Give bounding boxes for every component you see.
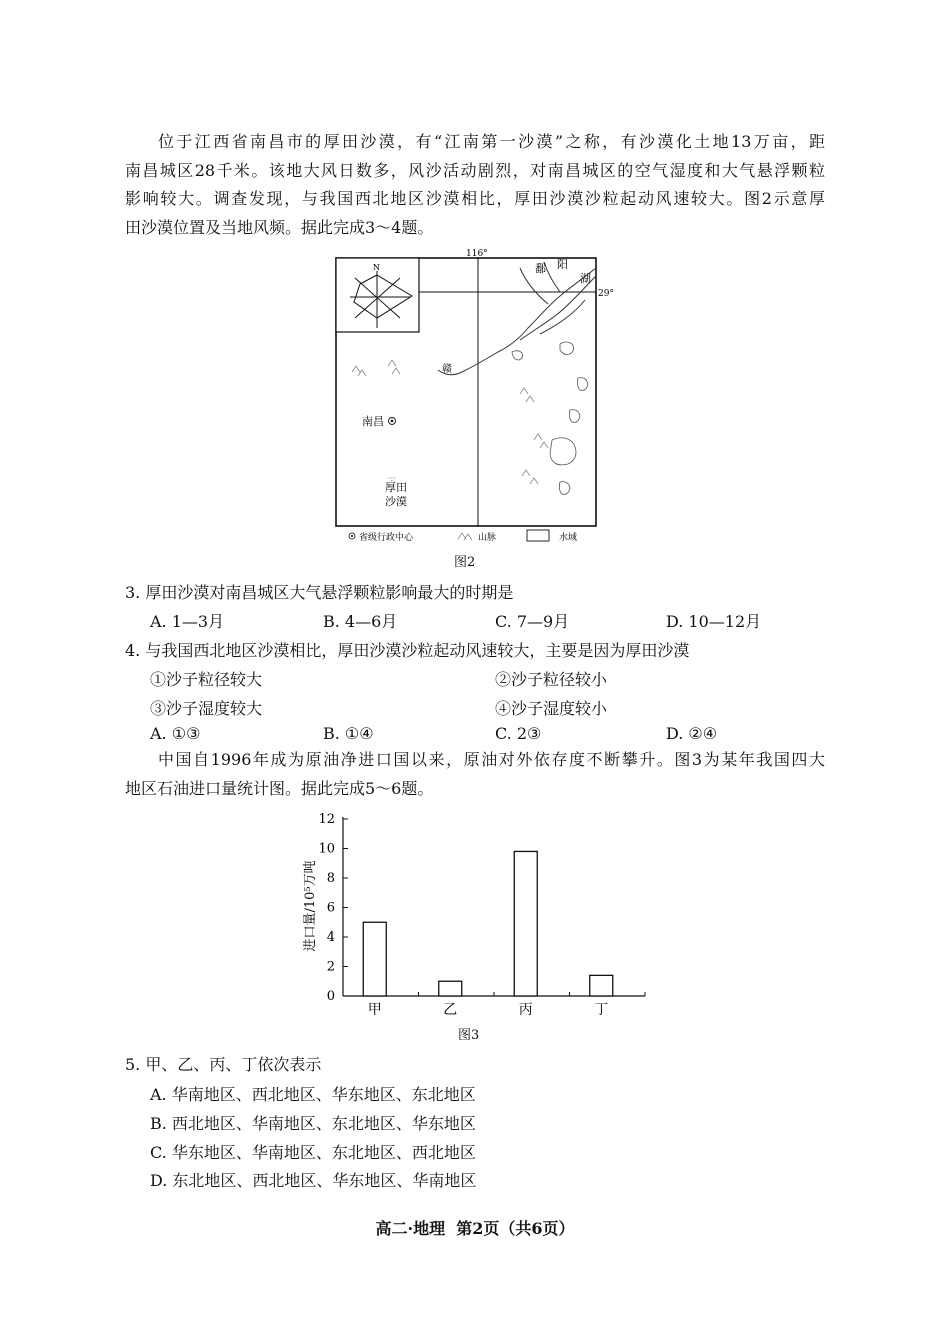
legend-water-label: 水域 [559,533,578,543]
q4-item-3: ③沙子湿度较大 [150,699,263,718]
chart-y-axis-label: 进口量/10⁵万吨 [303,860,318,952]
legend-water-icon [527,530,549,541]
y-tick-label: 2 [326,959,335,975]
q4-option-a: A. ①③ [150,724,201,743]
legend-capital-label: 省级行政中心 [359,533,414,543]
y-tick-label: 0 [326,989,335,1004]
q5-option-c: C. 华东地区、华南地区、东北地区、西北地区 [150,1143,476,1162]
q4-item-1: ①沙子粒径较大 [150,670,263,689]
q4-option-b: B. ①④ [323,724,374,743]
y-tick-label: 4 [326,930,335,945]
x-tick-label: 乙 [443,1002,458,1018]
desert-marker-icon: ·:· [388,474,396,483]
bar-1 [363,922,386,996]
intro2-line-1: 中国自1996年成为原油净进口国以来，原油对外依存度不断攀升。图3为某年我国四大 [158,750,825,769]
longitude-label: 116° [466,249,488,259]
desert-location-map [300,244,630,548]
lake-label-1: 鄱 [535,262,546,275]
q3-option-a: A. 1—3月 [150,612,225,631]
legend-mountain-icon [458,533,472,540]
intro-paragraph-1 [125,128,825,242]
intro1-line-1: 位于江西省南昌市的厚田沙漠，有“江南第一沙漠”之称，有沙漠化土地13万亩，距 [158,132,825,151]
intro-paragraph-2 [125,746,825,803]
y-tick-label: 12 [318,812,335,827]
y-tick-label: 8 [326,871,335,886]
figure-2-caption: 图2 [454,555,476,570]
chart-axes [343,817,645,996]
river-label: 赣 [442,364,452,375]
figure-3-caption: 图3 [458,1028,480,1043]
intro2-line-2: 地区石油进口量统计图。据此完成5～6题。 [125,778,434,798]
latitude-label: 29° [598,289,614,299]
q5-option-b: B. 西北地区、华南地区、东北地区、华东地区 [150,1114,476,1133]
intro1-line-4: 田沙漠位置及当地风频。据此完成3～4题。 [125,217,434,237]
desert-label-2: 沙漠 [385,495,407,508]
q4-item-2: ②沙子粒径较小 [495,670,608,689]
intro1-line-3: 影响较大。调查发现，与我国西北地区沙漠相比，厚田沙漠沙粒起动风速较大。图2示意厚 [125,189,825,208]
lake-label-2: 阳 [557,258,568,271]
bar-3 [514,851,537,996]
intro1-line-2: 南昌城区28千米。该地大风日数多，风沙活动剧烈，对南昌城区的空气湿度和大气悬浮颗粒 [125,160,825,180]
q5-option-a: A. 华南地区、西北地区、华东地区、东北地区 [150,1085,476,1104]
q4-item-4: ④沙子湿度较小 [495,699,608,718]
bar-2 [439,981,462,996]
lake-label-3: 湖 [580,272,591,285]
water-areas [512,342,588,494]
q4-option-c: C. 2③ [495,724,542,743]
question-5-stem: 5. 甲、乙、丙、丁依次表示 [125,1055,322,1074]
oil-import-bar-chart [290,806,660,1024]
x-tick-label: 丁 [594,1002,609,1018]
legend-mountain-label: 山脉 [478,533,497,543]
q5-option-d: D. 东北地区、西北地区、华东地区、华南地区 [150,1171,477,1190]
y-tick-label: 10 [318,841,335,857]
question-3-stem: 3. 厚田沙漠对南昌城区大气悬浮颗粒影响最大的时期是 [125,583,514,602]
y-tick-label: 6 [326,900,335,916]
x-tick-label: 甲 [367,1002,382,1018]
q3-option-c: C. 7—9月 [495,612,570,631]
desert-label-1: 厚田 [385,481,407,494]
question-4-stem: 4. 与我国西北地区沙漠相比，厚田沙漠沙粒起动风速较大，主要是因为厚田沙漠 [125,641,690,660]
chart-bars [363,851,613,996]
bar-4 [590,975,613,996]
x-tick-label: 丙 [518,1002,533,1018]
north-label: N [373,263,380,272]
q3-option-b: B. 4—6月 [323,612,398,631]
city-label: 南昌 [362,415,384,428]
q4-option-d: D. ②④ [666,724,718,743]
page-footer: 高二·地理 第2页（共6页） [375,1219,575,1238]
q3-option-d: D. 10—12月 [666,612,762,631]
